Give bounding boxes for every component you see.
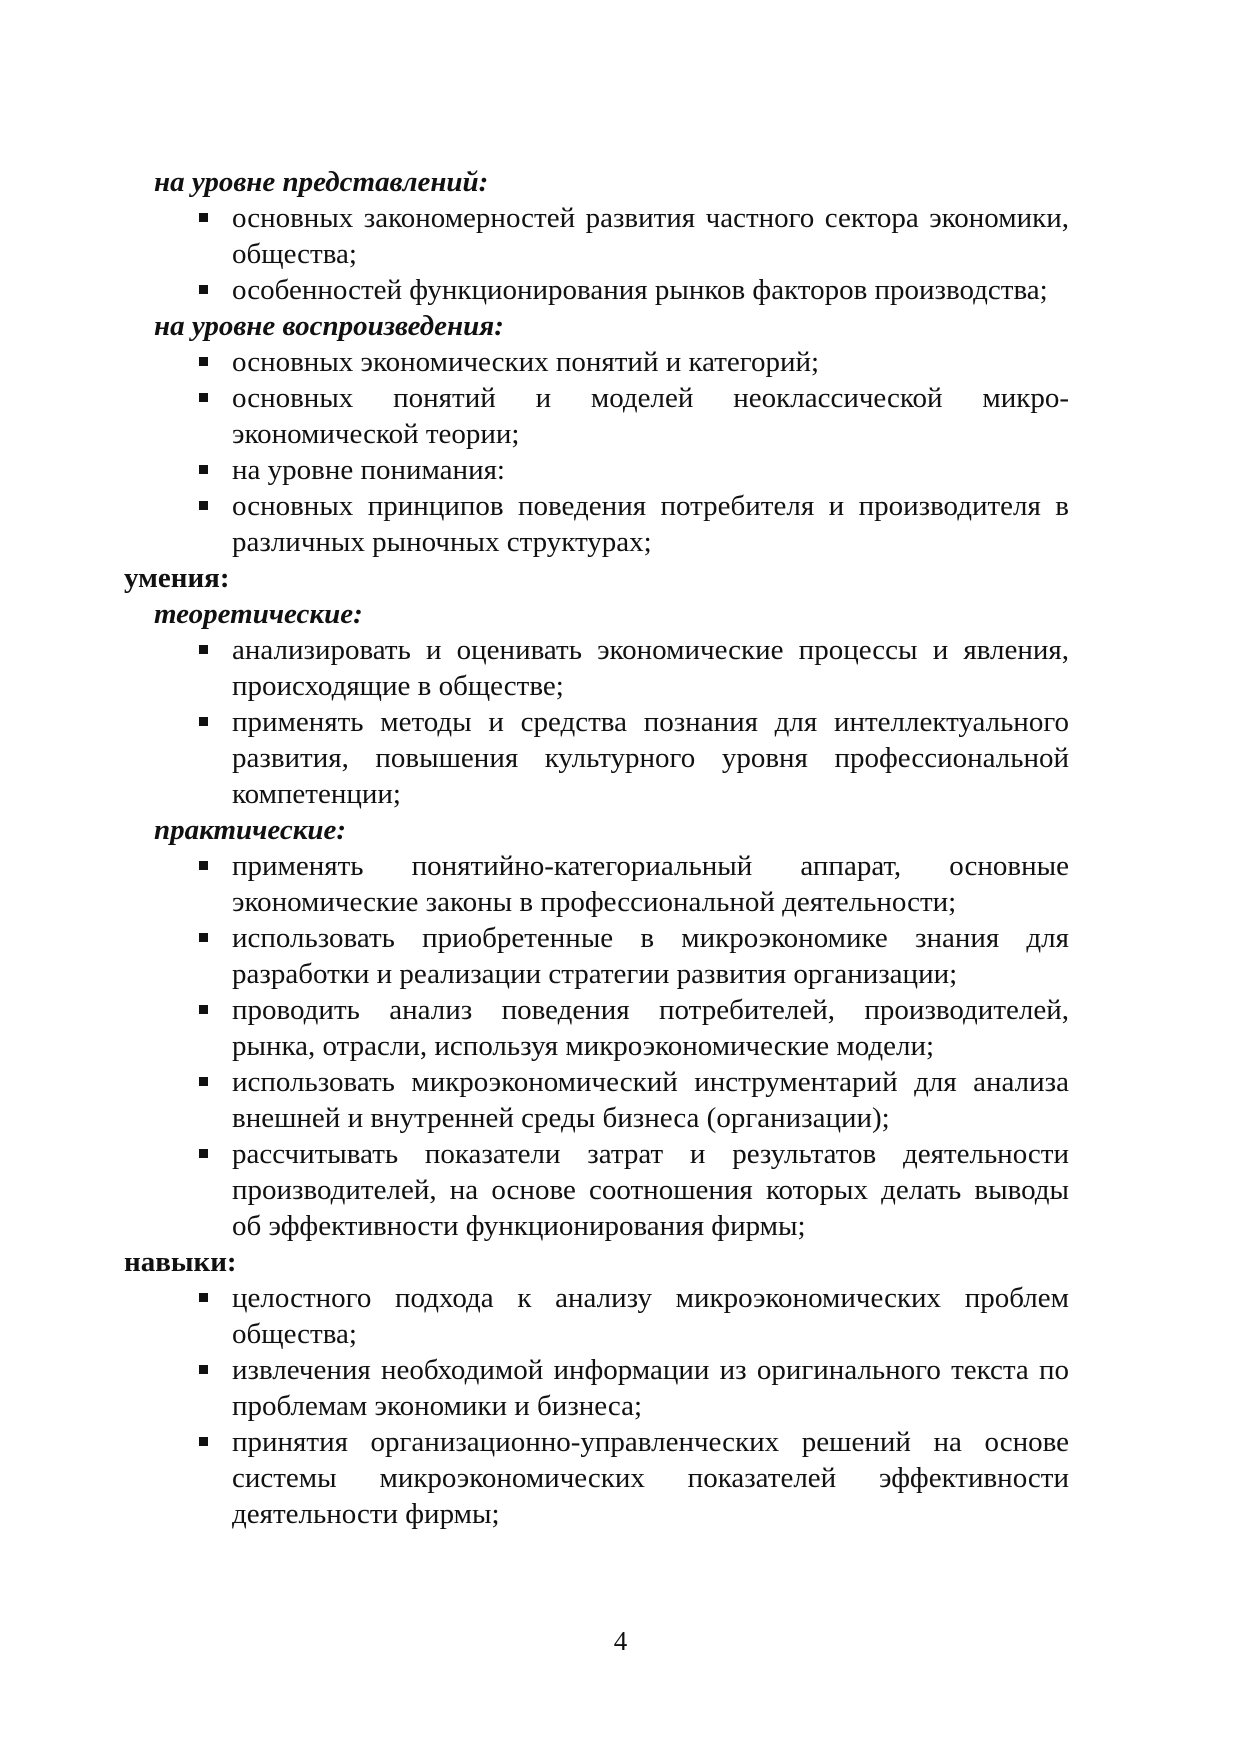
list-reproduction bbox=[124, 344, 1069, 560]
list-item: использовать приобретенные в микроэкономике знания для разработки и реализации стратегии развития организации; bbox=[232, 922, 1069, 990]
list-item: основных закономерностей развития частного сектора экономики, общества; bbox=[232, 202, 1069, 270]
page-body bbox=[124, 164, 1069, 1532]
list-theoretical bbox=[124, 632, 1069, 812]
list-item: основных экономических понятий и категорий; bbox=[232, 344, 1069, 380]
list-item: применять понятийно-категориальный аппарат, основные экономические законы в профессиональной деятельности; bbox=[232, 850, 1069, 918]
list-item: проводить анализ поведения потребителей, производителей, рынка, отрасли, используя микроэкономические модели; bbox=[232, 994, 1069, 1062]
list-item: основных понятий и моделей неоклассической микроэкономической теории; bbox=[232, 382, 1069, 450]
list-item: основных принципов поведения потребителя и производителя в различных рыночных структурах; bbox=[232, 490, 1069, 558]
heading-skills: умения: bbox=[124, 562, 230, 594]
heading-practical: практические: bbox=[154, 814, 347, 846]
list-item: на уровне понимания: bbox=[232, 452, 1069, 488]
list-item: анализировать и оценивать экономические процессы и явления, происходящие в обществе; bbox=[232, 634, 1069, 702]
heading-abilities: навыки: bbox=[124, 1246, 237, 1278]
list-item: применять методы и средства познания для интеллектуального развития, повышения культурного уровня профессиональной компетенции; bbox=[232, 706, 1069, 810]
list-abilities bbox=[124, 1280, 1069, 1532]
page-number: 4 bbox=[613, 1626, 628, 1656]
list-item: использовать микроэкономический инструментарий для анализа внешней и внутренней среды бизнеса (организации); bbox=[232, 1066, 1069, 1134]
list-item: целостного подхода к анализу микроэкономических проблем общества; bbox=[232, 1282, 1069, 1350]
list-item: извлечения необходимой информации из оригинального текста по проблемам экономики и бизнеса; bbox=[232, 1354, 1069, 1422]
list-practical bbox=[124, 848, 1069, 1244]
heading-reproduction: на уровне воспроизведения: bbox=[154, 310, 504, 342]
list-item: особенностей функционирования рынков факторов производства; bbox=[232, 272, 1069, 308]
list-representation bbox=[124, 200, 1069, 308]
list-item: принятия организационно-управленческих решений на основе системы микроэкономических показателей эффективности деятельности фирмы; bbox=[232, 1426, 1069, 1530]
heading-representation: на уровне представлений: bbox=[154, 166, 489, 198]
heading-theoretical: теоретические: bbox=[154, 598, 363, 630]
list-item: рассчитывать показатели затрат и результатов деятельности производителей, на основе соотношения которых делать выводы об эффективности функционирования фирмы; bbox=[232, 1138, 1069, 1242]
